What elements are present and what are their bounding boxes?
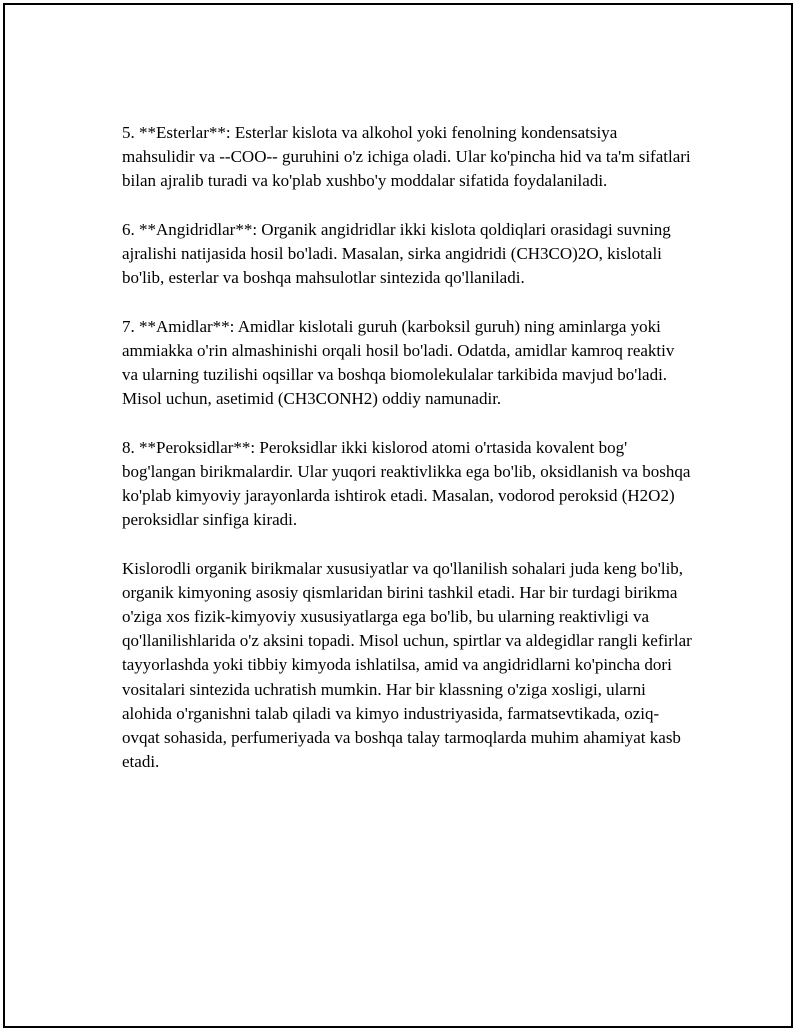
- paragraph-angidridlar: 6. **Angidridlar**: Organik angidridlar ikki kislota qoldiqlari orasidagi suvning ajralishi natijasida hosil bo'ladi. Masalan, sirka angidridi (CH3CO)2O, kislotali bo'lib, esterlar va boshqa mahsulotlar sintezida qo'llaniladi.: [122, 219, 671, 288]
- paragraph-conclusion: Kislorodli organik birikmalar xususiyatlar va qo'llanilish sohalari juda keng bo'lib, organik kimyoning asosiy qismlaridan birini tashkil etadi. Har bir turdagi birikma o'ziga xos fizik-kimyoviy xususiyatlarga ega bo'lib, bu ularning reaktivligi va qo'llanilishlarida o'z aksini topadi. Misol uchun, spirtlar va aldegidlar rangli kefirlar tayyorlashda yoki tibbiy kimyoda ishlatilsa, amid va angidridlarni ko'pincha dori vositalari sintezida uchratish mumkin. Har bir klassning o'ziga xosligi, ularni alohida o'rganishni talab qiladi va kimyo industriyasida, farmatsevtikada, oziq-ovqat sohasida, perfumeriyada va boshqa talay tarmoqlarda muhim ahamiyat kasb etadi.: [122, 558, 692, 772]
- paragraph-amidlar: 7. **Amidlar**: Amidlar kislotali guruh (karboksil guruh) ning aminlarga yoki ammiakka o'rin almashinishi orqali hosil bo'ladi. Odatda, amidlar kamroq reaktiv va ularning tuzilishi oqsillar va boshqa biomolekulalar tarkibida mavjud bo'ladi. Misol uchun, asetimid (CH3CONH2) oddiy namunadir.: [122, 316, 675, 409]
- page-frame: [3, 3, 793, 1028]
- paragraph-esterlar: 5. **Esterlar**: Esterlar kislota va alkohol yoki fenolning kondensatsiya mahsulidir va --COO-- guruhini o'z ichiga oladi. Ular ko'pincha hid va ta'm sifatlari bilan ajralib turadi va ko'plab xushbo'y moddalar sifatida foydalaniladi.: [122, 123, 691, 191]
- document-body: [122, 121, 692, 774]
- paragraph-peroksidlar: 8. **Peroksidlar**: Peroksidlar ikki kislorod atomi o'rtasida kovalent bog' bog'langan birikmalardir. Ular yuqori reaktivlikka ega bo'lib, oksidlanish va boshqa ko'plab kimyoviy jarayonlarda ishtirok etadi. Masalan, vodorod peroksid (H2O2) peroksidlar sinfiga kiradi.: [122, 437, 691, 530]
